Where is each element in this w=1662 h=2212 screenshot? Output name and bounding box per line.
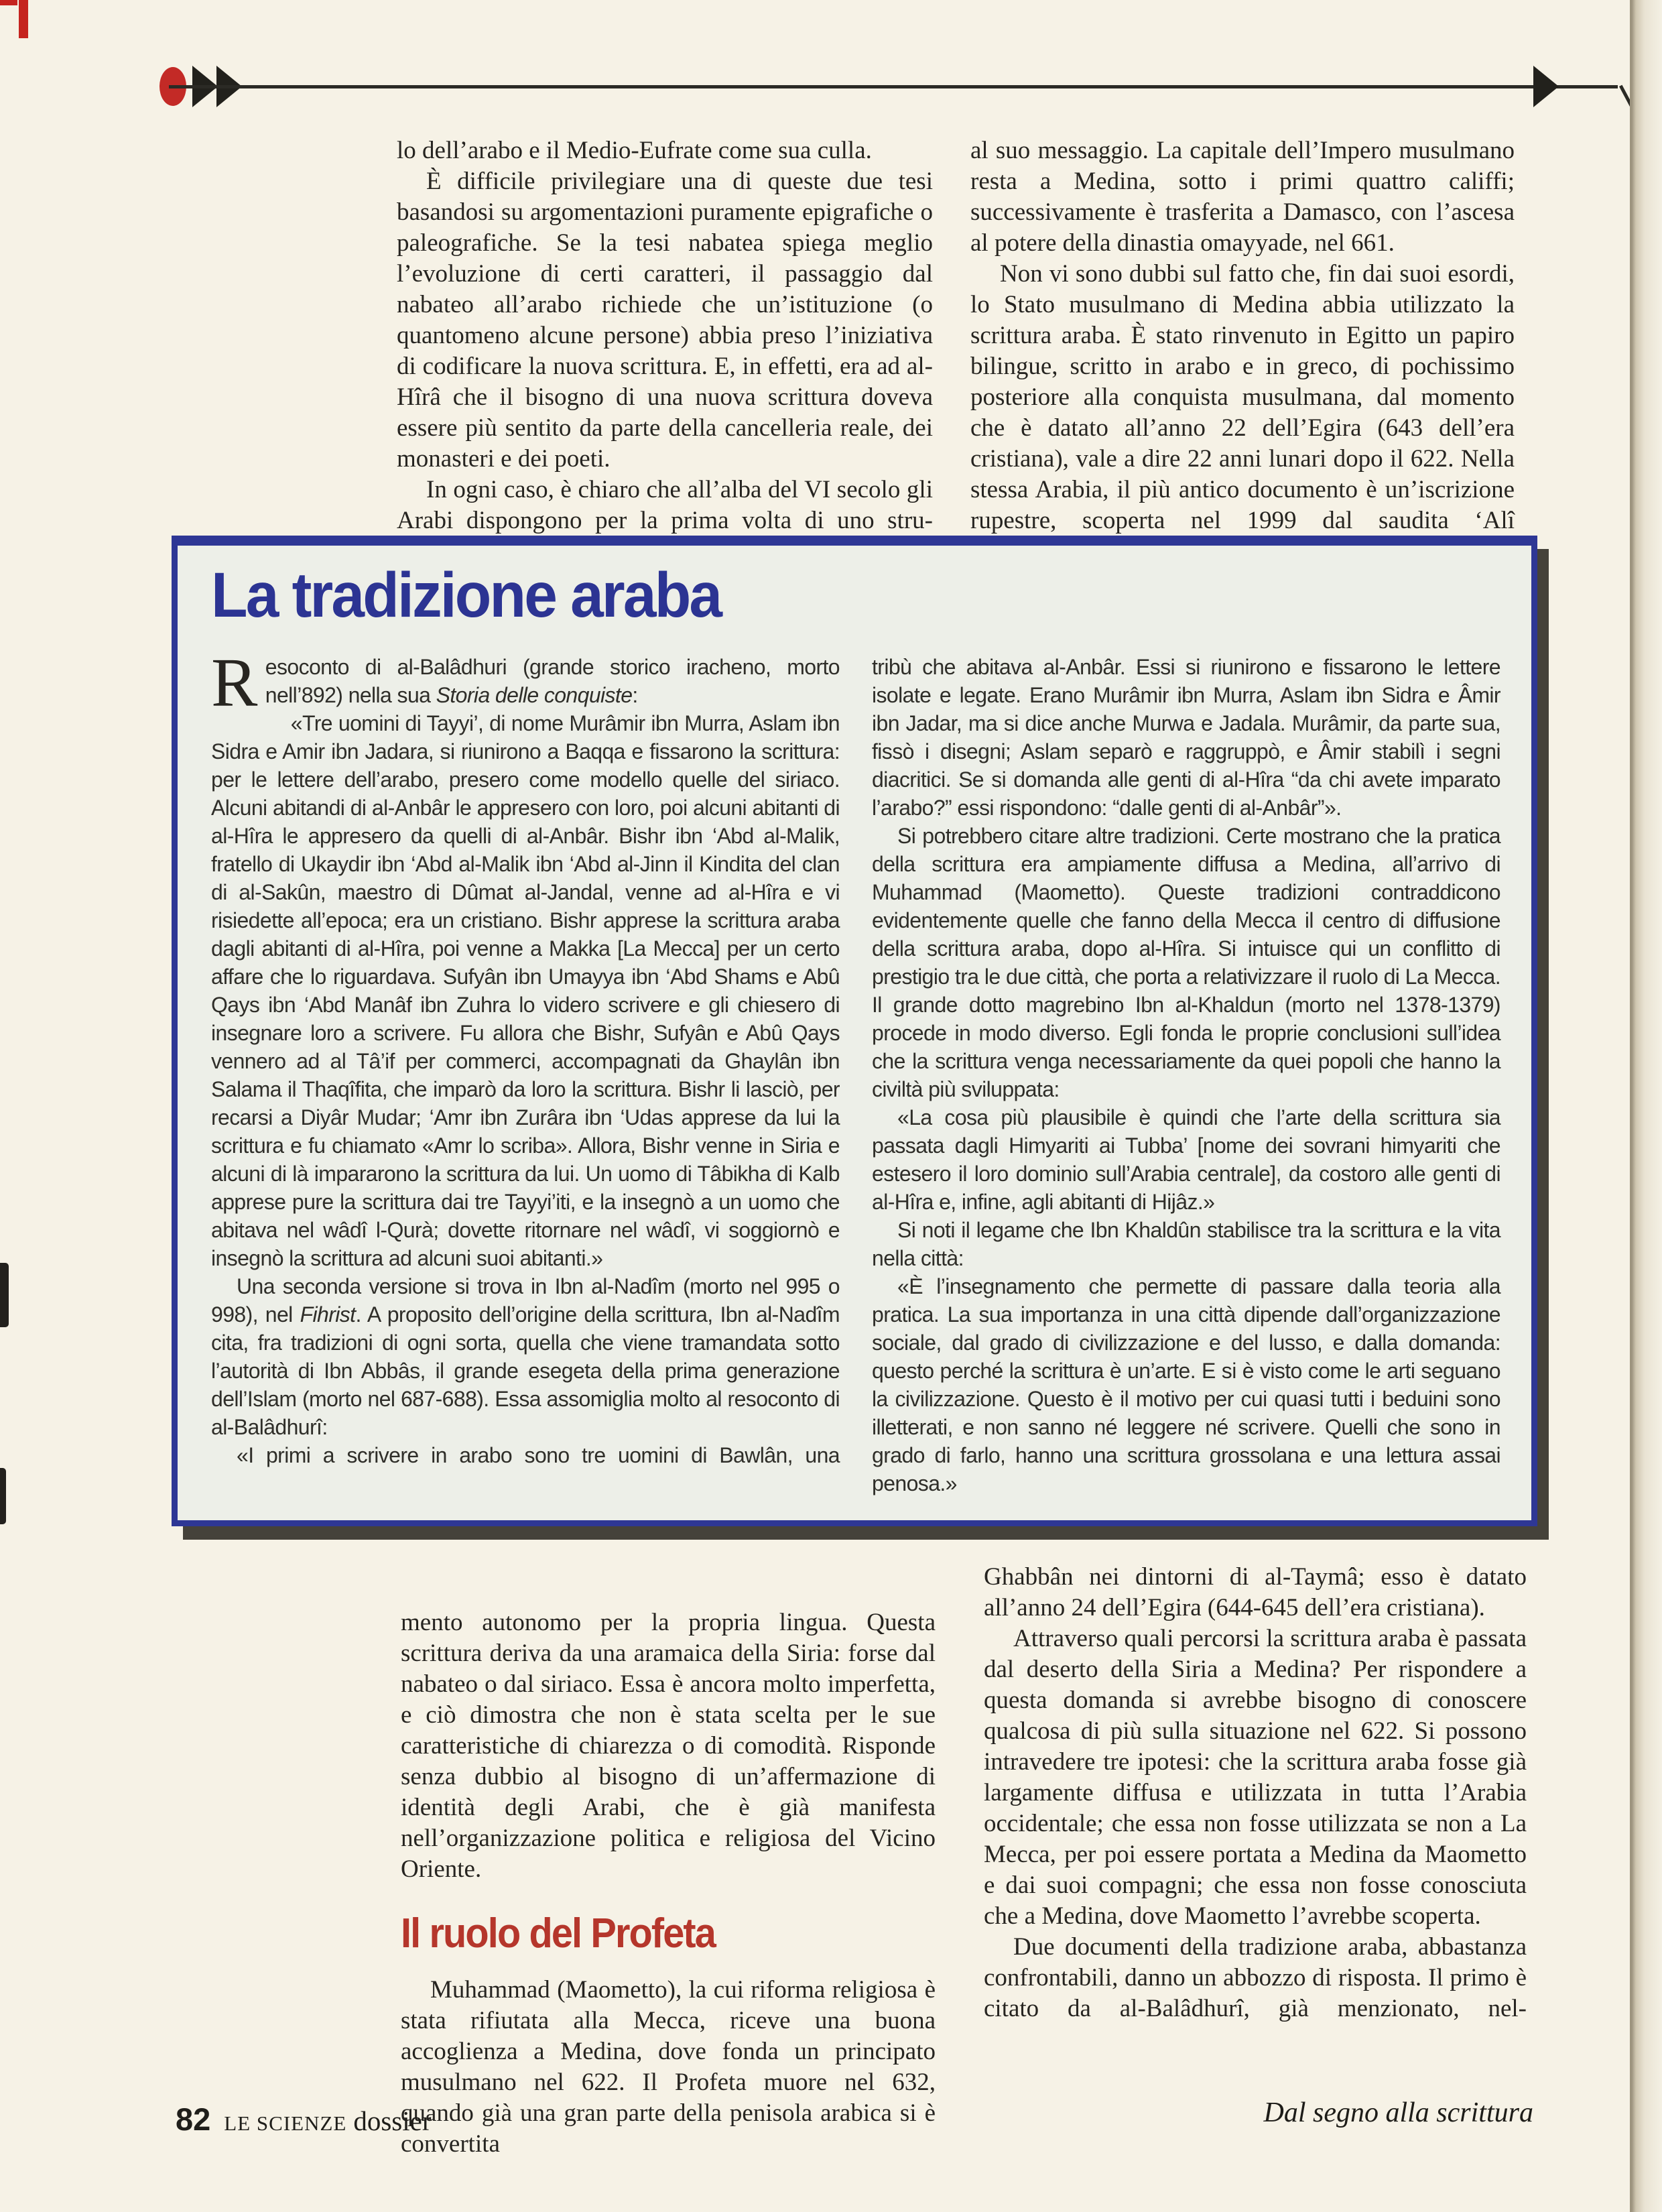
box-intro-colon: : xyxy=(632,683,638,707)
body-paragraph: In ogni caso, è chiaro che all’alba del VI secolo gli Arabi dispongono per la prima volta di uno stru- xyxy=(397,476,933,534)
page-edge-mark xyxy=(0,1263,9,1327)
box-book-title: Storia delle conquiste xyxy=(436,683,633,707)
body-paragraph: mento autonomo per la propria lingua. Questa scrittura deriva da una aramaica della Siria: forse dal nabateo o dal siriaco. Essa è ancora molto imperfetta, e ciò dimostra che non è stata scelta per le sue caratteristiche di chiarezza o di comodità. Risponde senza dubbio al bisogno di un’affermazione di identità degli Arabi, che è già manifesta nell’organizzazione politica e religiosa del Vicino Oriente. xyxy=(401,1609,936,1883)
body-paragraph: Muhammad (Maometto), la cui riforma religiosa è stata rifiutata alla Mecca, riceve una buona accoglienza a Medina, dove fonda un principato musulmano nel 622. Il Profeta muore nel 632, quando già una gran parte della penisola arabica si è convertita xyxy=(401,1976,936,2158)
body-paragraph: Due documenti della tradizione araba, abbastanza confrontabili, danno un abbozzo di risposta. Il primo è citato da al-Balâdhurî, già menzionato, nel- xyxy=(984,1933,1527,2022)
box-paragraph: Si noti il legame che Ibn Khaldûn stabilisce tra la scrittura e la vita nella città: xyxy=(872,1218,1500,1270)
magazine-section: dossier xyxy=(353,2105,432,2136)
sidebar-box-title: La tradizione araba xyxy=(211,560,721,631)
body-column-bottom-right xyxy=(984,1562,1527,2024)
sidebar-box xyxy=(172,536,1537,1526)
box-paragraph: «È l’insegnamento che permette di passare dalla teoria alla pratica. La sua importanza in una città dipende dall’organizzazione sociale, dal grado di civilizzazione e del lusso, e dalla domanda: questo perché la scrittura è un’arte. E si è visto come le arti seguano la civilizzazione. Questo è il motivo per cui quasi tutti i beduini sono illetterati, e non sanno né leggere né scrivere. Quelli che sono in grado di farlo, hanno una scrittura grossolana e una lettura assai penosa.» xyxy=(872,1274,1500,1495)
corner-red-mark xyxy=(19,0,28,38)
sidebar-box-columns xyxy=(211,644,1500,1497)
sidebar-box-column-left xyxy=(211,644,840,1497)
page-number: 82 xyxy=(176,2101,211,2137)
box-text: . A proposito dell’origine della scrittura, Ibn al-Nadîm cita, fra tradizioni di ogni sorta, quella che viene tramandata sotto l’autorità di Ibn Abbâs, il grande esegeta della prima generazione dell’Islam (morto nel 687-688). Essa assomiglia molto al resoconto di al-Balâdhurî: xyxy=(211,1302,840,1439)
sidebar-box-column-right xyxy=(872,653,1500,1497)
section-heading: Il ruolo del Profeta xyxy=(401,1910,715,1957)
box-paragraph: «Tre uomini di Tayyi’, di nome Murâmir ibn Murra, Aslam ibn Sidra e Amir ibn Jadara, si riunirono a Baqqa e fissarono la scrittura: per le lettere dell’arabo, presero come modello quelle del siriaco. Alcuni abitandi di al-Anbâr le appresero con loro, poi alcuni abitanti di al-Hîra le appresero da quelli di al-Anbâr. Bishr ibn ‘Abd al-Malik, fratello di Ukaydir ibn ‘Abd al-Malik ibn ‘Abd al-Jinn il Kindita del clan di al-Sakûn, maestro di Dûmat al-Jandal, venne ad al-Hîra e vi risiedette all’epoca; era un cristiano. Bishr apprese la scrittura araba dagli abitanti di al-Hîra, poi venne a Makka [La Mecca] per un certo affare che lo riguardava. Sufyân ibn Umayya ibn ‘Abd Shams e Abû Qays ibn ‘Abd Manâf ibn Zuhra lo videro scrivere e gli chiesero di insegnare loro a scrivere. Fu allora che Bishr, Sufyân e Abû Qays vennero ad al Tâ’if per commerci, accompagnati da Ghaylân ibn Salama il Thaqîfita, che imparò da loro la scrittura. Bishr li lasciò, per recarsi a Diyâr Mudar; ‘Amr ibn Zurâra ibn ‘Udas apprese da lui la scrittura e fu chiamato «Amr lo scriba». Allora, Bishr venne in Siria e alcuni di là impararono la scrittura da lui. Un uomo di Tâbikha di Kalb apprese pure la scrittura dai tre Tayyi’iti, e la insegnò a un uomo che abitava nel wâdî l-Qurà; dovette ritornare nel wâdî, vi soggiornò e insegnò la scrittura ad alcuni suoi abitanti.» xyxy=(211,711,840,1270)
body-column-top-left xyxy=(397,135,933,536)
body-paragraph: lo dell’arabo e il Medio-Eufrate come sua culla. xyxy=(397,137,872,164)
timeline-rule xyxy=(169,85,1618,88)
body-column-top-right xyxy=(970,135,1515,536)
box-paragraph: «I primi a scrivere in arabo sono tre uomini di Bawlân, una xyxy=(237,1443,840,1467)
body-paragraph: al suo messaggio. La capitale dell’Impero musulmano resta a Medina, sotto i primi quattro califfi; successivamente è trasferita a Damasco, con l’ascesa al potere della dinastia omayyade, nel 661. xyxy=(970,137,1515,257)
box-paragraph: tribù che abitava al-Anbâr. Essi si riunirono e fissarono le lettere isolate e legate. Erano Murâmir ibn Murra, Aslam ibn Sidra e Âmir ibn Jadar, ma si dice anche Murwa e Jadala. Murâmir, da parte sua, fissò i disegni; Aslam separò e raggruppò, e Âmir stabilì i segni diacritici. Se si domanda alle genti di al-Hîra “da chi avete imparato l’arabo?” essi rispondono: “dalle genti di al-Anbâr”». xyxy=(872,655,1500,820)
body-column-bottom-left xyxy=(401,1607,936,2160)
corner-red-mark xyxy=(0,0,17,5)
running-title: Dal segno alla scrittura xyxy=(1263,2097,1533,2128)
body-paragraph: Attraverso quali percorsi la scrittura araba è passata dal deserto della Siria a Medina? Per rispondere a questa domanda si avrebbe bisogno di conoscere qualcosa di più sulla situazione nel 622. Si possono intravedere tre ipotesi: che la scrittura araba fosse già largamente diffusa e utilizzata in tutta l’Arabia occidentale; che essa non fosse utilizzata se non a La Mecca, per poi essere portata a Medina da Maometto e dai suoi compagni; che essa non fosse conosciuta che a Medina, dove Maometto l’avrebbe scoperta. xyxy=(984,1625,1527,1930)
box-paragraph: Si potrebbero citare altre tradizioni. Certe mostrano che la pratica della scrittura era ampiamente diffusa a Medina, all’arrivo di Muhammad (Maometto). Queste tradizioni contraddicono evidentemente quelle che fanno della Mecca il centro di diffusione della scrittura araba, dopo al-Hîra. Si intuisce qui un conflitto di prestigio tra le due città, che porta a relativizzare il ruolo di La Mecca. Il grande dotto magrebino Ibn al-Khaldun (morto nel 1378-1379) procede in modo diverso. Egli fonda le proprie conclusioni sull’idea che la scrittura venga necessariamente da quei popoli che hanno la civiltà più sviluppata: xyxy=(872,824,1500,1101)
magazine-name: LE SCIENZE xyxy=(224,2111,347,2135)
arrowhead-icon xyxy=(1533,66,1559,107)
footer-left xyxy=(176,2101,432,2138)
body-paragraph: È difficile privilegiare una di queste due tesi basandosi su argomentazioni puramente epigrafiche o paleografiche. Se la tesi nabatea spiega meglio l’evoluzione di certi caratteri, il passaggio dal nabateo all’arabo richiede che un’istituzione (o quantomeno alcune persone) abbia preso l’iniziativa di codificare la nuova scrittura. E, in effetti, era ad al-Hîrâ che il bisogno di una nuova scrittura doveva essere più sentito da parte della cancelleria reale, dei monasteri e dei poeti. xyxy=(397,168,933,473)
page-edge-mark xyxy=(0,1468,6,1524)
drop-cap: R xyxy=(211,644,257,721)
box-intro-paragraph xyxy=(211,644,840,721)
box-text: Una seconda versione si trova in Ibn al-Nadîm (morto nel 995 o 998), nel xyxy=(211,1274,840,1327)
body-paragraph: Non vi sono dubbi sul fatto che, fin dai suoi esordi, lo Stato musulmano di Medina abbia utilizzato la scrittura araba. È stato rinvenuto in Egitto un papiro bilingue, scritto in arabo e in greco, di pochissimo posteriore alla conquista musulmana, dal momento che è datato all’anno 22 dell’Egira (643 dell’era cristiana), vale a dire 22 anni lunari dopo il 622. Nella stessa Arabia, il più antico documento è un’iscrizione rupestre, scoperta nel 1999 dal saudita ‘Alî xyxy=(970,260,1515,534)
box-paragraph: «La cosa più plausibile è quindi che l’arte della scrittura sia passata dagli Himyariti ai Tubba’ [nome dei sovrani himyariti che estesero il loro dominio sull’Arabia centrale], da costoro alle genti di al-Hîra e, infine, agli abitanti di Hijâz.» xyxy=(872,1105,1500,1214)
box-book-title: Fihrist xyxy=(300,1302,356,1327)
body-paragraph: Ghabbân nei dintorni di al-Taymâ; esso è datato all’anno 24 dell’Egira (644-645 dell’era cristiana). xyxy=(984,1563,1527,1621)
box-paragraph xyxy=(211,1272,840,1441)
page-right-edge xyxy=(1630,0,1662,2212)
box-intro-text: esoconto di al-Balâdhuri (grande storico iracheno, morto nell’892) nella sua xyxy=(265,655,840,707)
